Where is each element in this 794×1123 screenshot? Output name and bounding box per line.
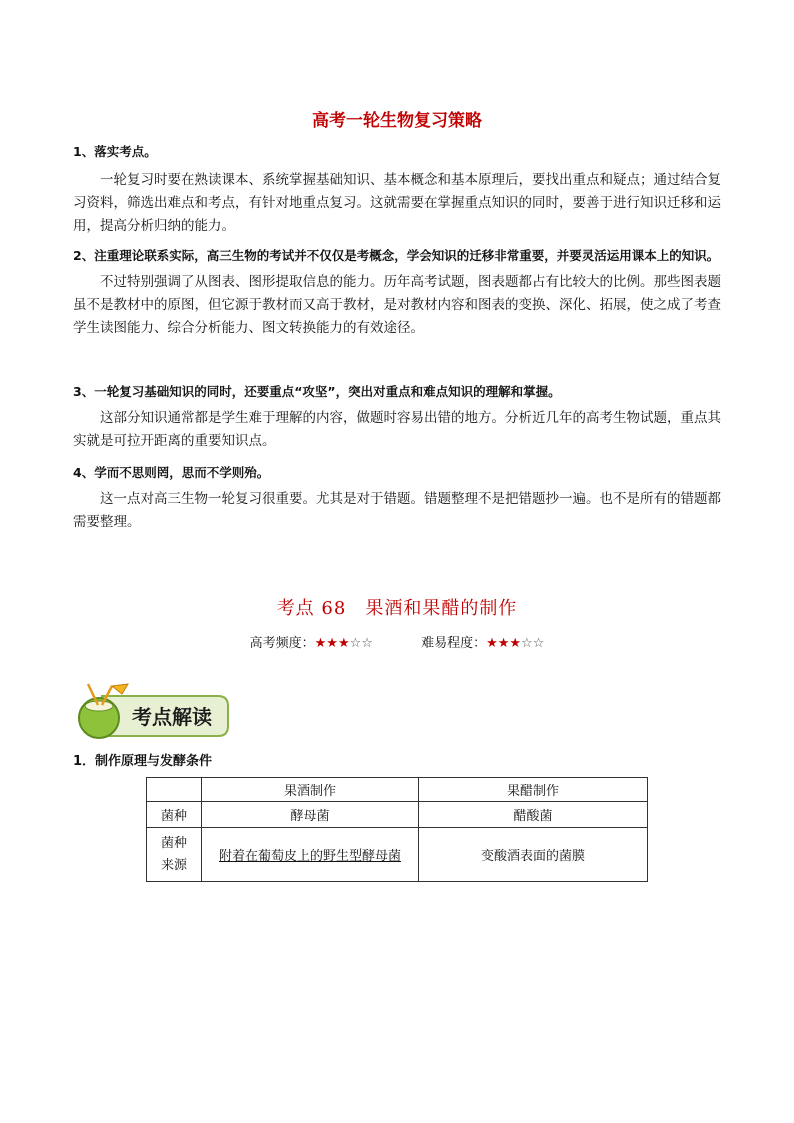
difficulty-label: 难易程度： — [421, 636, 487, 651]
star-empty-icon: ☆☆ — [521, 636, 545, 651]
section-3 — [73, 380, 721, 453]
section-1 — [73, 140, 721, 238]
table-row — [147, 828, 648, 882]
table-cell: 附着在葡萄皮上的野生型酵母菌 — [202, 828, 419, 882]
table-header-cell: 果酒制作 — [202, 778, 419, 802]
section-body: 一轮复习时要在熟读课本、系统掌握基础知识、基本概念和基本原理后，要找出重点和疑点；通过结合复习资料，筛选出难点和考点，有针对地重点复习。这就需要在掌握重点知识的同时，要善于进行知识迁移和运用，提高分析归纳的能力。 — [73, 172, 721, 234]
kaodian-badge — [72, 680, 232, 740]
difficulty-rating — [421, 632, 544, 651]
section-heading: 2、注重理论联系实际，高三生物的考试并不仅仅是考概念，学会知识的迁移非常重要，并要灵活运用课本上的知识。 — [73, 248, 720, 263]
table-cell — [147, 778, 202, 802]
section-4 — [73, 461, 721, 534]
section-body: 不过特别强调了从图表、图形提取信息的能力。历年高考试题，图表题都占有比较大的比例。那些图表题虽不是教材中的原图，但它源于教材而又高于教材，是对教材内容和图表的变换、深化、拓展，使之成了考查学生读图能力、综合分析能力、图文转换能力的有效途径。 — [73, 274, 721, 336]
section-2 — [73, 243, 721, 340]
section-body: 这部分知识通常都是学生难于理解的内容，做题时容易出错的地方。分析近几年的高考生物试题，重点其实就是可拉开距离的重要知识点。 — [73, 410, 721, 449]
star-filled-icon: ★★★ — [486, 636, 522, 651]
table-cell: 变酸酒表面的菌膜 — [419, 828, 648, 882]
comparison-table — [146, 777, 648, 882]
section-heading: 3、一轮复习基础知识的同时，还要重点“攻坚”，突出对重点和难点知识的理解和掌握。 — [73, 384, 561, 399]
section-body: 这一点对高三生物一轮复习很重要。尤其是对于错题。错题整理不是把错题抄一遍。也不是所有的错题都需要整理。 — [73, 491, 721, 530]
kaodian-title: 考点 68 果酒和果醋的制作 — [276, 598, 518, 619]
umbrella-icon — [112, 684, 128, 694]
star-filled-icon: ★★★ — [314, 636, 350, 651]
frequency-label: 高考频度： — [249, 636, 315, 651]
star-empty-icon: ☆☆ — [349, 636, 373, 651]
frequency-rating — [250, 632, 373, 651]
table-header-row — [147, 778, 648, 802]
table-row-label: 菌种 来源 — [147, 828, 202, 882]
table-cell: 酵母菌 — [202, 802, 419, 828]
page-title: 高考一轮生物复习策略 — [312, 111, 482, 131]
kaodian-meta — [0, 632, 794, 651]
table-cell: 醋酸菌 — [419, 802, 648, 828]
table-row — [147, 802, 648, 828]
table-row-label: 菌种 — [147, 802, 202, 828]
badge-label: 考点解读 — [132, 705, 212, 729]
subsection-heading: 1．制作原理与发酵条件 — [73, 754, 213, 769]
section-heading: 4、学而不思则罔，思而不学则殆。 — [73, 465, 270, 480]
section-heading: 1、落实考点。 — [73, 144, 157, 159]
table-header-cell: 果醋制作 — [419, 778, 648, 802]
